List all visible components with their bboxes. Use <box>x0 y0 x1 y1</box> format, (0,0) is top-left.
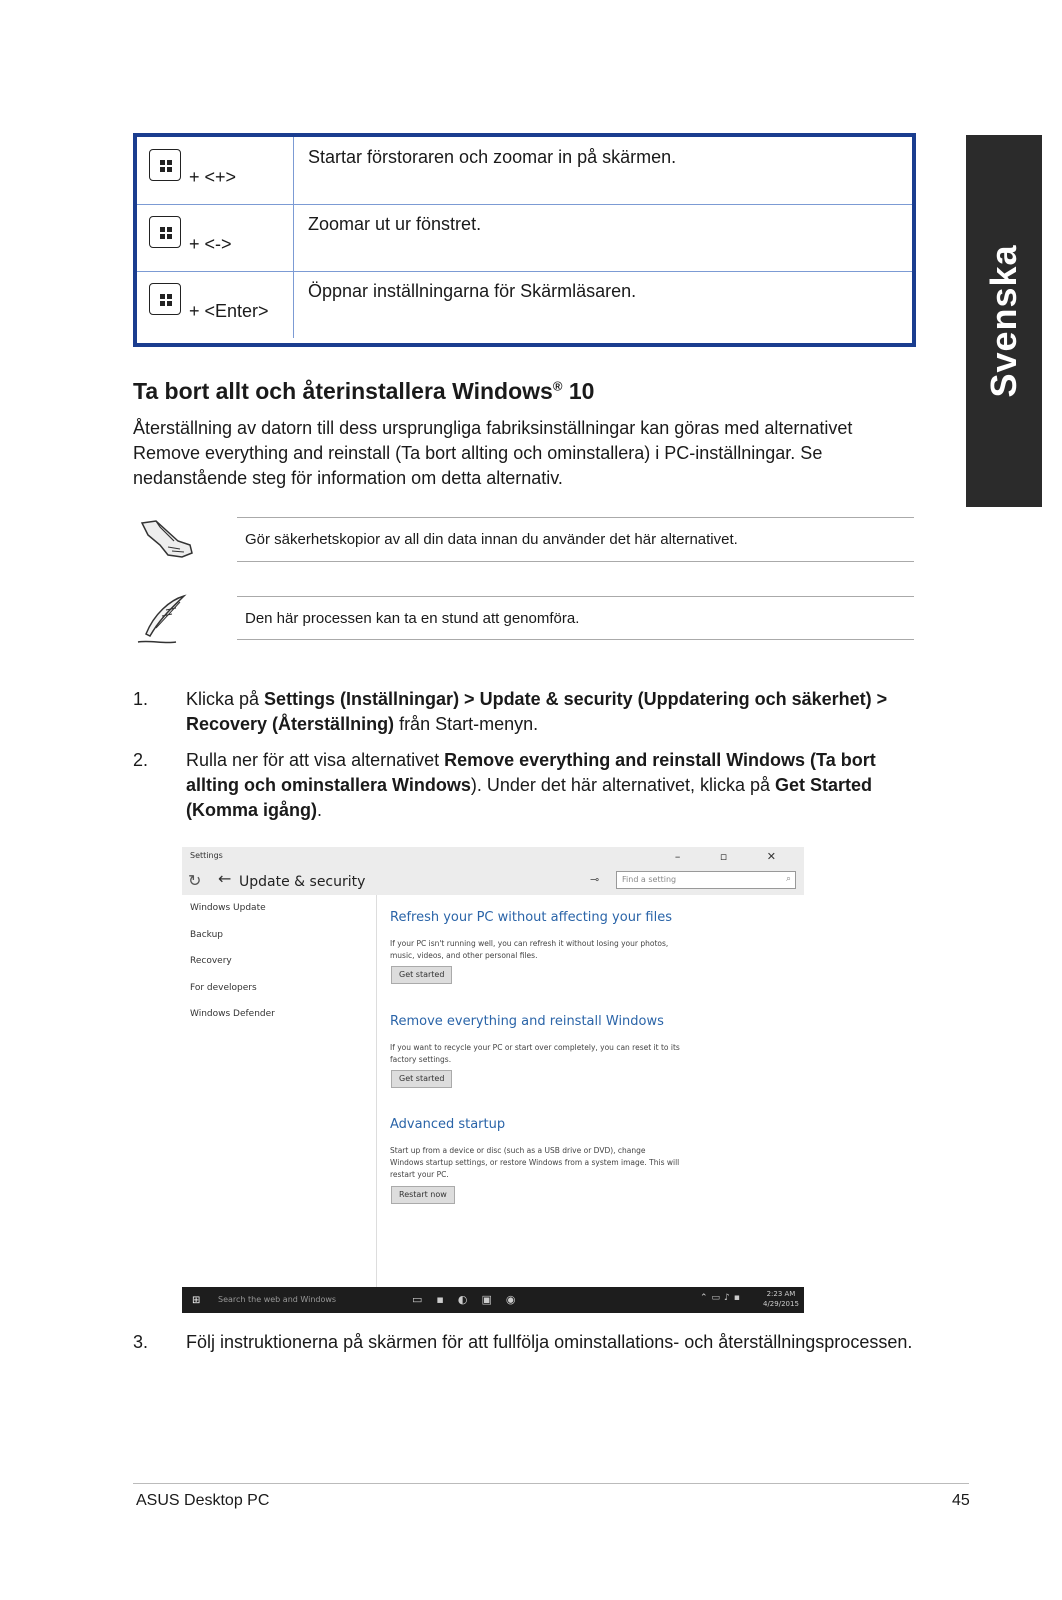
taskbar-clock <box>763 1289 799 1309</box>
shortcut-row <box>137 271 912 338</box>
shortcut-table <box>133 133 916 347</box>
language-label: Svenska <box>983 244 1024 398</box>
advanced-startup-title: Advanced startup <box>390 1117 506 1132</box>
shortcut-description: Zoomar ut ur fönstret. <box>308 214 482 234</box>
settings-nav <box>182 895 377 1287</box>
step-text-part: Följ instruktionerna på skärmen för att fullfölja ominstallations- och återställningsprocessen. <box>186 1332 913 1352</box>
shortcut-description: Öppnar inställningarna för Skärmläsaren. <box>308 281 637 301</box>
taskbar-search[interactable]: Search the web and Windows <box>218 1295 337 1304</box>
step-item <box>133 748 913 823</box>
step-text <box>186 687 913 737</box>
windows-key-icon <box>149 283 181 315</box>
shortcut-key-cell <box>137 137 294 204</box>
section-intro: Återställning av datorn till dess ursprungliga fabriksinställningar kan göras med alternativet Remove everything and reinstall (Ta bort allting och ominstallera) i PC-inställningar. Se nedanstående steg för information om detta alternativ. <box>133 418 853 488</box>
search-icon[interactable]: ⌕ <box>785 874 791 884</box>
taskbar-app-icons[interactable]: ▭▪◐▣◉ <box>412 1293 530 1306</box>
step-text <box>186 748 913 823</box>
shortcut-description: Startar förstoraren och zoomar in på skärmen. <box>308 147 677 167</box>
pin-icon[interactable]: ⊸ <box>590 873 600 886</box>
section-title-version: 10 <box>562 378 595 404</box>
settings-title-bar <box>182 847 804 895</box>
language-side-tab <box>966 135 1042 507</box>
step-text-bold: Settings (Inställningar) > Update & security (Uppdatering och säkerhet) > Recovery (Återställning) <box>186 689 888 734</box>
refresh-section-text: If your PC isn't running well, you can refresh it without losing your photos, music, videos, and other personal files. <box>390 939 669 960</box>
note-text: Den här processen kan ta en stund att genomföra. <box>245 609 580 627</box>
step-text-part: ). Under det här alternativet, klicka på <box>470 775 776 795</box>
refresh-section-title: Refresh your PC without affecting your files <box>390 910 672 925</box>
shortcut-row <box>137 204 912 272</box>
note-box <box>237 517 914 562</box>
step-number: 2. <box>133 750 149 770</box>
registered-mark: ® <box>552 378 563 394</box>
taskbar-time: 2:23 AM <box>766 1290 796 1298</box>
key-combo: + <+> <box>189 167 237 187</box>
settings-heading: Update & security <box>239 874 366 890</box>
nav-item-recovery[interactable]: Recovery <box>190 956 232 966</box>
nav-item-for-developers[interactable]: For developers <box>190 983 257 993</box>
section-title-text: Ta bort allt och återinstallera Windows <box>133 378 553 404</box>
refresh-get-started-button[interactable]: Get started <box>391 966 452 984</box>
reset-get-started-button[interactable]: Get started <box>391 1070 452 1088</box>
step-number: 1. <box>133 689 149 709</box>
restart-now-button[interactable]: Restart now <box>391 1186 455 1204</box>
step-text <box>186 1330 913 1355</box>
section-title <box>133 378 594 405</box>
taskbar-date: 4/29/2015 <box>763 1300 799 1308</box>
system-tray-icons[interactable]: ⌃▭♪▪ <box>700 1293 744 1303</box>
refresh-icon[interactable]: ↻ <box>188 871 202 890</box>
key-combo: + <-> <box>189 234 232 254</box>
shortcut-key-cell <box>137 271 294 338</box>
step-text-part: Rulla ner för att visa alternativet <box>186 750 445 770</box>
taskbar <box>182 1287 804 1313</box>
reset-section-title: Remove everything and reinstall Windows <box>390 1014 664 1029</box>
step-text-part: Klicka på <box>186 689 265 709</box>
advanced-startup-text: Start up from a device or disc (such as a USB drive or DVD), change Windows startup settings, or restore Windows from a system image. This will restart your PC. <box>390 1146 680 1179</box>
nav-item-windows-defender[interactable]: Windows Defender <box>190 1009 275 1019</box>
note-pen-icon <box>136 594 188 646</box>
footer-product: ASUS Desktop PC <box>136 1492 270 1509</box>
step-text-bold: Get Started (Komma igång) <box>186 775 873 820</box>
step-text-bold: Remove everything and reinstall Windows (Ta bort allting och ominstallera Windows <box>186 750 876 795</box>
note-box <box>237 596 914 640</box>
key-combo: + <Enter> <box>189 301 269 321</box>
step-text-part: . <box>317 800 323 820</box>
warning-hand-icon <box>138 515 196 559</box>
reset-section-text: If you want to recycle your PC or start over completely, you can reset it to its factory settings. <box>390 1043 680 1064</box>
search-placeholder: Find a setting <box>622 875 677 884</box>
step-item <box>133 1330 913 1355</box>
shortcut-row <box>137 137 912 205</box>
windows-key-icon <box>149 216 181 248</box>
settings-screenshot <box>182 847 804 1313</box>
note-text: Gör säkerhetskopior av all din data innan du använder det här alternativet. <box>245 531 738 548</box>
step-text-part: från Start-menyn. <box>394 714 539 734</box>
back-arrow-icon[interactable]: ← <box>218 869 232 888</box>
page-number: 45 <box>952 1492 970 1509</box>
footer-divider <box>133 1483 969 1484</box>
app-name: Settings <box>190 851 223 860</box>
shortcut-key-cell <box>137 204 294 271</box>
step-item <box>133 687 913 737</box>
nav-item-backup[interactable]: Backup <box>190 930 223 940</box>
window-controls[interactable]: – ▫ ✕ <box>674 850 794 863</box>
step-number: 3. <box>133 1332 149 1352</box>
windows-key-icon <box>149 149 181 181</box>
start-icon[interactable]: ⊞ <box>192 1295 201 1306</box>
settings-search-input[interactable] <box>616 871 796 889</box>
nav-item-windows-update[interactable]: Windows Update <box>190 903 266 913</box>
